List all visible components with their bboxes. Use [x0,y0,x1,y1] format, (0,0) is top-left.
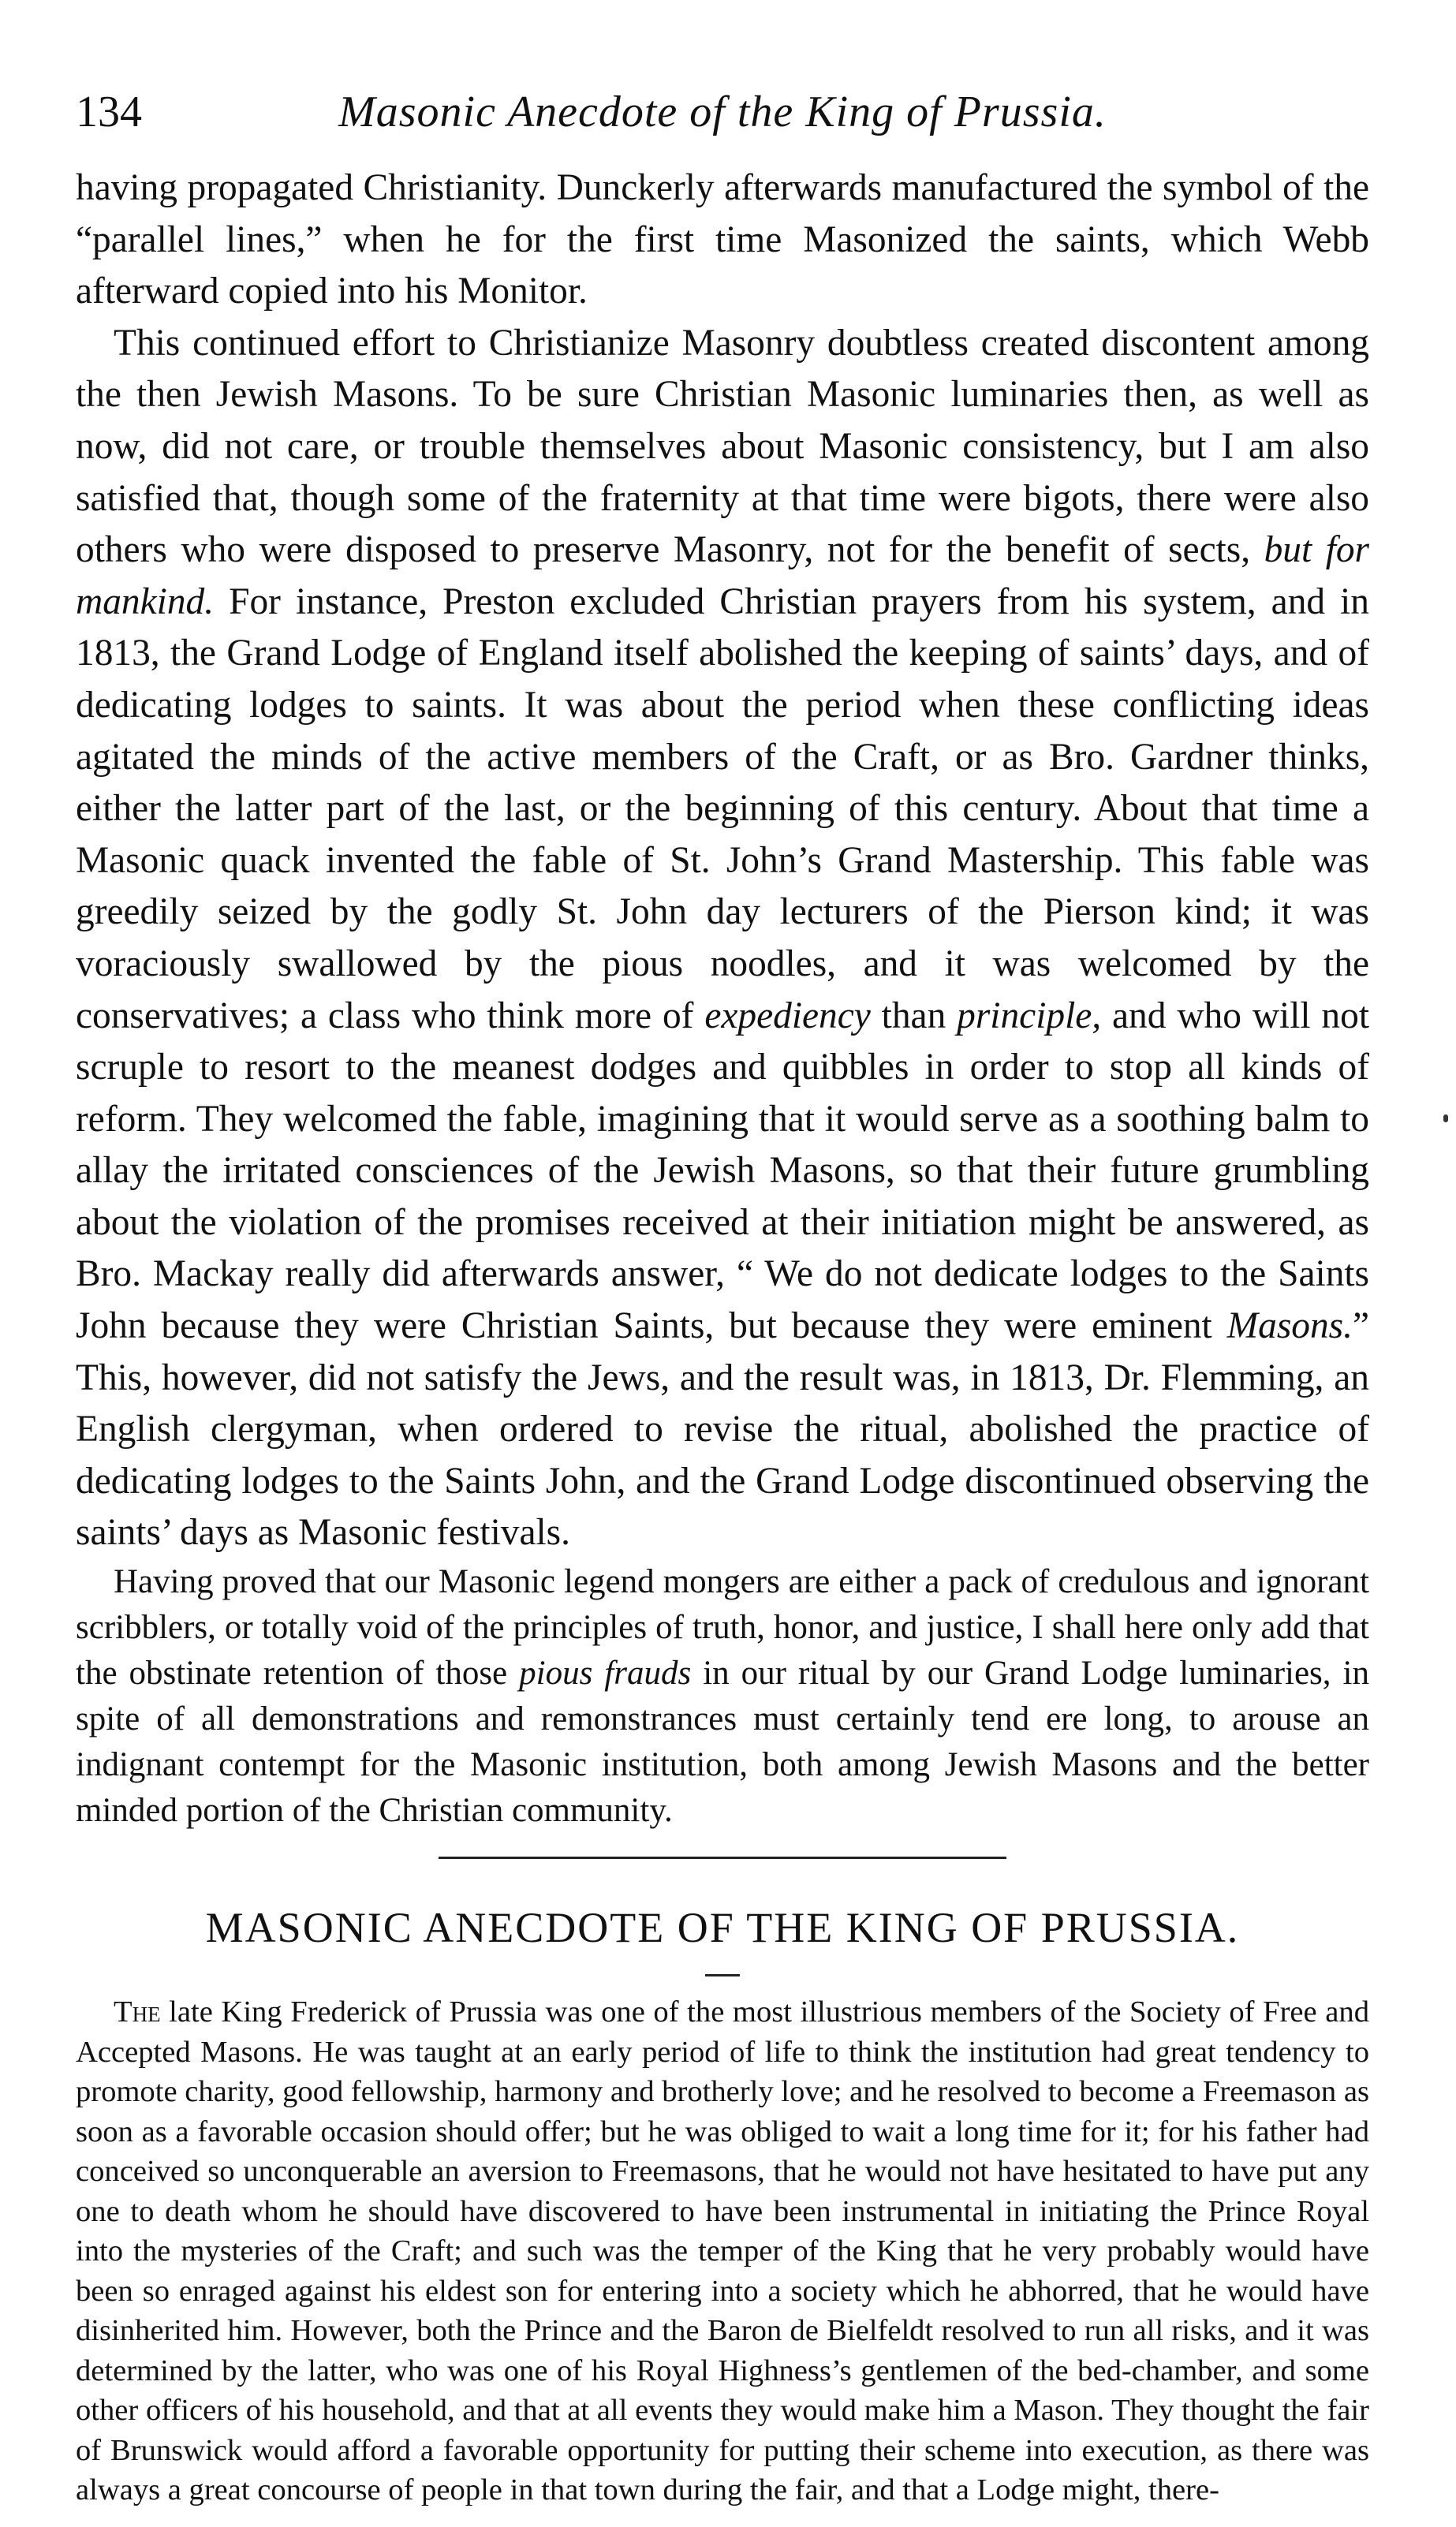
margin-mark [1443,1114,1448,1122]
paragraph-continuation: having propagated Christianity. Dunckerly afterwards manufactured the symbol of the “parallel lines,” when he for the first time Masonized the saints, which Webb afterward copied into his Monitor. [76,167,1369,312]
emphasis-text: pious frauds [519,1654,692,1692]
title-rule [705,1974,740,1976]
page-header [76,87,1369,162]
body-text [76,162,1369,1833]
article-body [76,1992,1369,2510]
page-number: 134 [76,88,142,136]
page [76,87,1369,2510]
running-title: Masonic Anecdote of the King of Prussia. [338,88,1107,136]
emphasis-text: expediency [704,995,871,1036]
section-divider [439,1857,1006,1859]
emphasis-text: but for mankind. [76,529,1370,622]
lead-word: The [114,1995,161,2029]
emphasis-text: principle, [957,995,1102,1036]
article-paragraph: The late King Frederick of Prussia was one of the most illustrious members of the Society of Free and Accepted Masons. He was taught at an early period of life to think the institution had great tendency to promote charity, good fellowship, harmony and brotherly love; and he resolved to become a Freemason as soon as a favorable occasion should offer; but he was obliged to wait a long time for it; for his father had conceived so unconquerable an aversion to Freemasons, that he would not have hesitated to have put any one to death whom he should have discovered to have been instrumental in initiating the Prince Royal into the mysteries of the Craft; and such was the temper of the King that he very probably would have been so enraged against his eldest son for entering into a society which he abhorred, that he would have disinherited him. However, both the Prince and the Baron de Bielfeldt resolved to run all risks, and it was determined by the latter, who was one of his Royal Highness’s gentlemen of the bed-chamber, and some other officers of his household, and that at all events they would make him a Mason. They thought the fair of Brunswick would afford a favorable opportunity for putting their scheme into execution, as there was always a great concourse of people in that town during the fair, and that a Lodge might, there- [76,1995,1369,2507]
article-title: MASONIC ANECDOTE OF THE KING OF PRUSSIA. [205,1904,1240,1952]
paragraph-christianize: This continued effort to Christianize Masonry doubtless created discontent among the then Jewish Masons. To be sure Christian Masonic luminaries then, as well as now, did not care, or trouble themselves about Masonic consistency, but I am also satisfied that, though some of the fraternity at that time were bigots, there were also others who were disposed to preserve Masonry, not for the benefit of sects, but for mankind. For instance, Preston excluded Christian prayers from his system, and in 1813, the Grand Lodge of England itself abolished the keeping of saints’ days, and of dedicating lodges to saints. It was about the period when these conflicting ideas agitated the minds of the active members of the Craft, or as Bro. Gardner thinks, either the latter part of the last, or the beginning of this century. About that time a Masonic quack invented the fable of St. John’s Grand Mastership. This fable was greedily seized by the godly St. John day lecturers of the Pierson kind; it was voraciously swallowed by the pious noodles, and it was welcomed by the conservatives; a class who think more of expediency than principle, and who will not scruple to resort to the meanest dodges and quibbles in order to stop all kinds of reform. They welcomed the fable, imagining that it would serve as a soothing balm to allay the irritated consciences of the Jewish Masons, so that their future grumbling about the violation of the promises received at their initiation might be answered, as Bro. Mackay really did afterwards answer, “ We do not dedicate lodges to the Saints John because they were Christian Saints, but because they were eminent Masons.” This, however, did not satisfy the Jews, and the result was, in 1813, Dr. Flemming, an English clergyman, when ordered to revise the ritual, abolished the practice of dedicating lodges to the Saints John, and the Grand Lodge discontinued observing the saints’ days as Masonic festivals. [76,322,1370,1554]
paragraph-conclusion: Having proved that our Masonic legend mongers are either a pack of credulous and ignorant scribblers, or totally void of the principles of truth, honor, and justice, I shall here only add that the obstinate retention of those pious frauds in our ritual by our Grand Lodge luminaries, in spite of all demonstrations and remonstrances must certainly tend ere long, to arouse an indignant contempt for the Masonic institution, both among Jewish Masons and the better minded portion of the Christian community. [76,1563,1369,1829]
emphasis-text: Masons. [1226,1305,1353,1347]
